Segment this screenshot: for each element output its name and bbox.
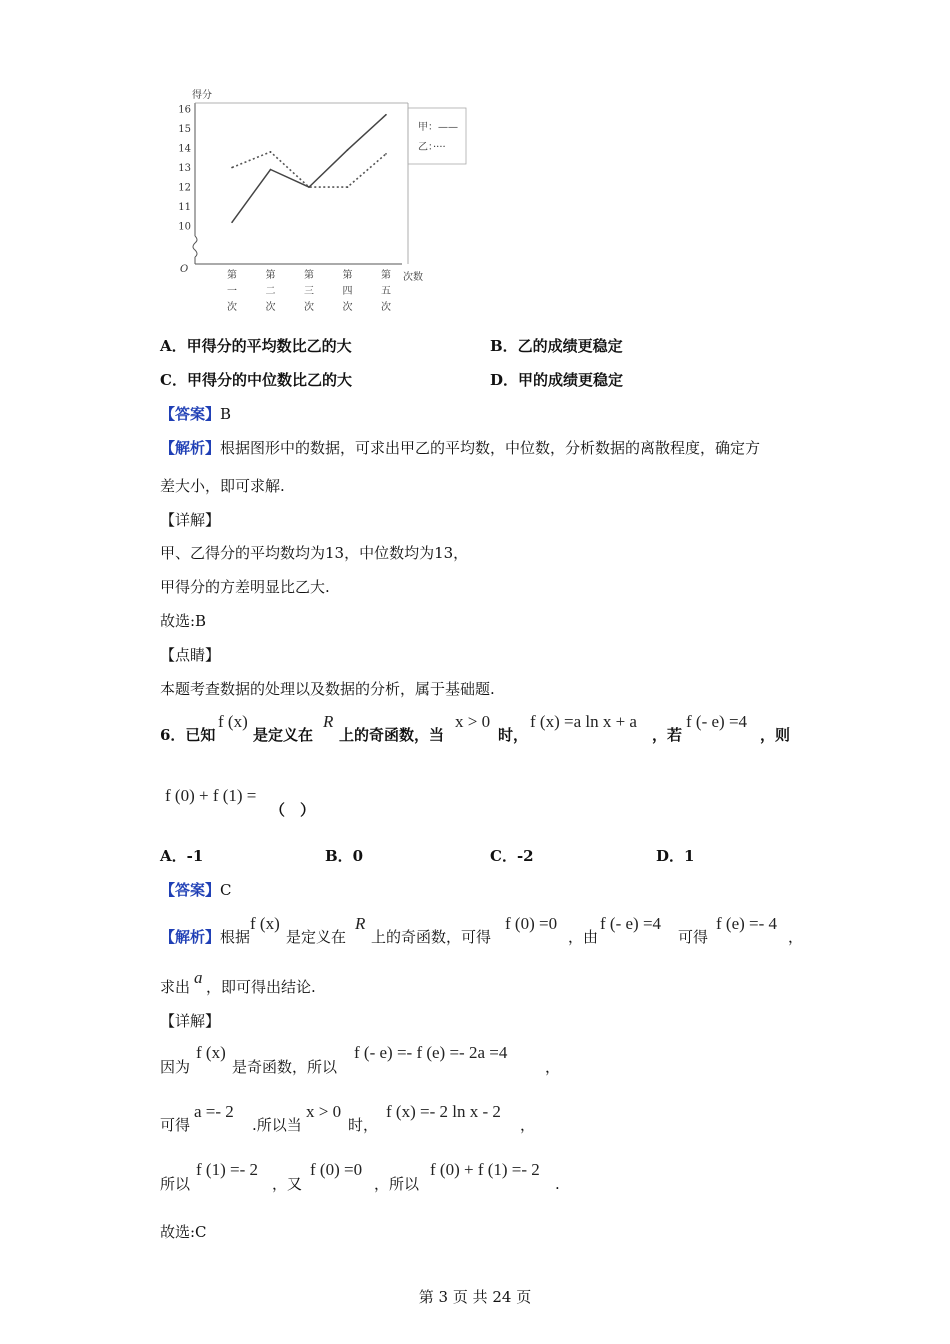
analysis-text: 根据图形中的数据，可求出甲乙的平均数，中位数，分析数据的离散程度，确定方 — [220, 439, 761, 457]
analysis-tag: 【解析】 — [160, 439, 221, 457]
x-tick-char: 第 — [342, 270, 353, 281]
q6-stem-text1: 是定义在 — [253, 726, 314, 744]
q5-detail-line2: 甲得分的方差明显比乙大. — [160, 578, 330, 596]
q6-option-c: C．-2 — [490, 847, 534, 865]
q6-an-R: R — [355, 914, 366, 933]
axis-break — [193, 236, 197, 257]
q6-option-b: B．0 — [325, 847, 364, 865]
q6-d1-t2: 是奇函数，所以 — [232, 1058, 338, 1076]
q5-answer — [160, 404, 231, 424]
data-point — [270, 151, 272, 153]
y-tick-label: 15 — [178, 123, 191, 135]
q6-an-line2-t2: ，即可得出结论. — [206, 978, 316, 996]
y-tick-label: 14 — [178, 143, 191, 155]
x-tick-char: 二 — [265, 286, 276, 297]
data-point — [308, 186, 310, 188]
q6-d2-eq: f (x) =- 2 ln x - 2 — [386, 1102, 501, 1121]
legend-box — [408, 108, 466, 164]
q6-d2-t2: .所以当 — [252, 1116, 302, 1134]
x-ticks — [227, 268, 391, 313]
q6-an-line2-a: a — [194, 968, 203, 987]
q6-d3-f1: f (1) =- 2 — [196, 1160, 258, 1179]
q6-an-text5: 可得 — [678, 928, 709, 946]
q6-stem-R: R — [323, 712, 334, 731]
q6-d2-t3: 时， — [348, 1116, 379, 1134]
q6-stem-expr: f (x) =a ln x + a — [530, 712, 637, 731]
y-tick-label: 10 — [178, 221, 191, 233]
q6-d2-cond: x > 0 — [306, 1102, 342, 1121]
analysis-tag: 【解析】 — [160, 928, 221, 946]
legend-entry-jia: 甲：—— — [418, 122, 458, 133]
q6-stem-fx: f (x) — [218, 712, 248, 731]
q6-stem-text4: ，若 — [652, 726, 683, 744]
q6-d3-t3: ，所以 — [374, 1175, 420, 1193]
q6-d2-t4: ， — [520, 1116, 536, 1134]
q6-option-a: A．-1 — [160, 847, 204, 865]
x-tick-label — [343, 268, 353, 313]
y-ticks — [178, 104, 191, 232]
q6-stem-text2: 上的奇函数，当 — [339, 726, 445, 744]
data-point — [270, 169, 272, 171]
data-point — [385, 114, 387, 116]
q6-an-fe: f (e) =- 4 — [716, 914, 778, 933]
q6-an-fme: f (- e) =4 — [600, 914, 662, 933]
x-tick-char: 次 — [342, 302, 353, 313]
x-tick-label — [304, 268, 314, 313]
x-tick-label — [266, 268, 276, 313]
q6-stem-cond: x > 0 — [455, 712, 491, 731]
q6-stem-given: f (- e) =4 — [686, 712, 748, 731]
q6-choose: 故选:C — [160, 1223, 207, 1241]
q6-d3-t2: ，又 — [272, 1175, 303, 1193]
x-tick-char: 第 — [304, 270, 314, 281]
y-tick-label: 16 — [178, 104, 191, 116]
series-line-jia — [232, 115, 386, 223]
q5-option-d: D．甲的成绩更稳定 — [490, 371, 624, 389]
q5-comment: 本题考查数据的处理以及数据的分析，属于基础题. — [160, 680, 495, 698]
q6-d3-f0: f (0) =0 — [310, 1160, 363, 1179]
x-tick-char: 次 — [381, 302, 391, 313]
q6-d2-t1: 可得 — [160, 1116, 191, 1134]
q6-d3-t4: . — [555, 1175, 560, 1193]
series-line-yi — [232, 152, 386, 187]
data-point — [385, 153, 387, 155]
answer-value: C — [220, 881, 232, 899]
q6-an-line2-t1: 求出 — [160, 978, 191, 996]
data-point — [347, 149, 349, 151]
x-tick-label — [381, 268, 391, 313]
q6-analysis-line1 — [160, 927, 250, 947]
x-tick-char: 次 — [304, 302, 314, 313]
q5-analysis-line2: 差大小，即可求解. — [160, 477, 285, 495]
q6-stem-target: f (0) + f (1) = — [165, 786, 257, 805]
q6-d3-sum: f (0) + f (1) =- 2 — [430, 1160, 540, 1179]
page-footer: 第 3 页 共 24 页 — [418, 1288, 532, 1306]
x-tick-char: 第 — [227, 270, 237, 281]
q5-option-b: B．乙的成绩更稳定 — [490, 337, 623, 355]
x-tick-char: 次 — [227, 302, 237, 313]
q5-analysis-line1 — [160, 438, 760, 458]
legend-entry-yi: 乙：···· — [418, 142, 446, 153]
q5-detail-line1: 甲、乙得分的平均数均为13，中位数均为13， — [160, 544, 469, 562]
data-point — [231, 167, 233, 169]
data-point — [347, 186, 349, 188]
q6-answer — [160, 880, 232, 900]
y-axis-label: 得分 — [192, 90, 212, 101]
y-tick-label: 11 — [178, 202, 191, 214]
x-tick-label — [227, 268, 237, 313]
origin-label: O — [180, 264, 189, 275]
y-tick-label: 13 — [178, 163, 191, 175]
q6-an-fx: f (x) — [250, 914, 280, 933]
q5-choose: 故选:B — [160, 612, 207, 630]
answer-tag: 【答案】 — [160, 881, 221, 899]
q6-d1-fx: f (x) — [196, 1043, 226, 1062]
q6-d1-t3: ， — [545, 1058, 561, 1076]
q6-an-text6: ， — [788, 928, 804, 946]
y-tick-label: 12 — [178, 182, 191, 194]
x-tick-char: 一 — [227, 286, 237, 297]
q6-d1-eq: f (- e) =- f (e) =- 2a =4 — [354, 1043, 508, 1062]
q6-d3-t1: 所以 — [160, 1175, 191, 1193]
q5-option-a: A．甲得分的平均数比乙的大 — [160, 337, 352, 355]
q5-detail-tag: 【详解】 — [160, 511, 221, 529]
x-tick-char: 五 — [381, 286, 391, 297]
answer-value: B — [220, 405, 232, 423]
data-point — [231, 222, 233, 224]
q5-option-c: C．甲得分的中位数比乙的大 — [160, 371, 352, 389]
q5-comment-tag: 【点睛】 — [160, 646, 221, 664]
x-tick-char: 四 — [342, 286, 353, 297]
x-axis-label: 次数 — [403, 272, 423, 283]
x-tick-char: 第 — [265, 270, 276, 281]
analysis-text: 根据 — [220, 928, 251, 946]
q6-detail-tag: 【详解】 — [160, 1012, 221, 1030]
q6-d1-t1: 因为 — [160, 1058, 191, 1076]
q6-stem-line1: 6．已知 — [160, 726, 216, 744]
line-chart — [170, 86, 470, 316]
q6-d2-a: a =- 2 — [194, 1102, 234, 1121]
q6-an-f0: f (0) =0 — [505, 914, 558, 933]
q6-stem-paren: （ ） — [270, 801, 316, 819]
q6-stem-text5: ，则 — [760, 726, 791, 744]
x-tick-char: 第 — [381, 270, 391, 281]
x-tick-char: 三 — [304, 286, 314, 297]
q6-option-d: D．1 — [656, 847, 695, 865]
x-tick-char: 次 — [265, 302, 276, 313]
q6-an-text3: 上的奇函数，可得 — [371, 928, 492, 946]
answer-tag: 【答案】 — [160, 405, 221, 423]
q6-an-text4: ，由 — [568, 928, 599, 946]
q6-stem-text3: 时， — [498, 726, 529, 744]
q6-an-text2: 是定义在 — [286, 928, 347, 946]
series-group — [231, 114, 387, 223]
